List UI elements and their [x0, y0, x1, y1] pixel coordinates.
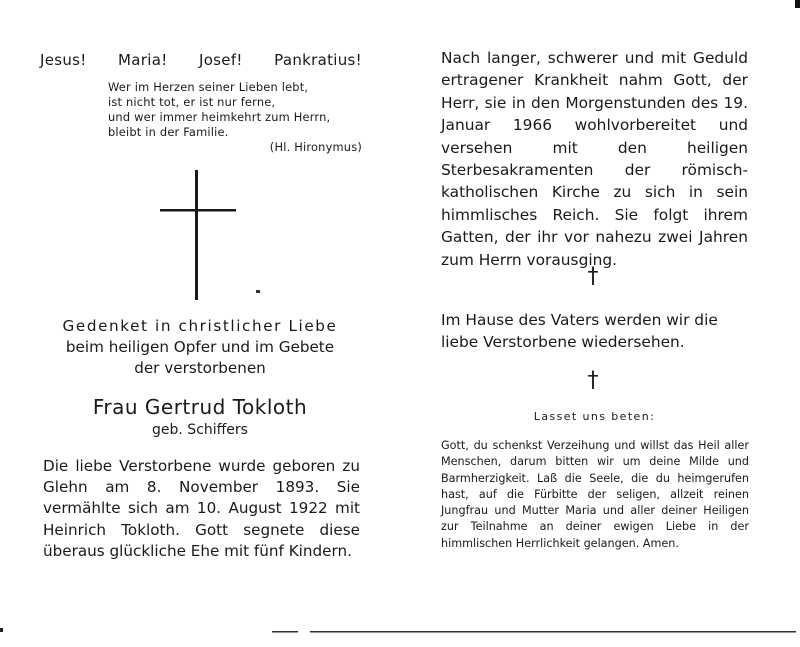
ink-dot: [256, 290, 260, 293]
quote-line: ist nicht tot, er ist nur ferne,: [108, 95, 276, 109]
invocation-pankratius: Pankratius!: [274, 51, 362, 69]
remembrance-love-word: Liebe: [288, 317, 338, 335]
biography-text: Die liebe Verstorbene wurde geboren zu Glehn am 8. November 1893. Sie vermählte sich am 10. August 1922 mit Heinrich Tokloth. Gott segnete diese überaus glückliche Ehe mit fünf Kindern.: [43, 457, 360, 560]
remembrance-line-1-start: Gedenket in christlicher: [62, 317, 289, 335]
reunion-text: Im Hause des Vaters werden wir die liebe Verstorbene wiedersehen.: [441, 311, 718, 352]
maiden-name: geb. Schiffers: [152, 422, 248, 438]
quote-line: und wer immer heimkehrt zum Herrn,: [108, 110, 331, 124]
remembrance-text: [28, 316, 372, 379]
cross-icon: [158, 170, 238, 300]
prayer-title: Lasset uns beten:: [533, 410, 656, 423]
card-edge-line: [0, 620, 800, 640]
quote-line: bleibt in der Familie.: [108, 125, 229, 139]
dagger-icon: †: [587, 368, 599, 393]
death-notice-text: Nach langer, schwerer und mit Geduld ertragener Krankheit nahm Gott, der Herr, sie in den Morgenstunden des 19. Januar 1966 wohlvorbereitet und versehen mit den heiligen Sterbesakramenten der römisch-katholischen Kirche zu sich in sein himmlisches Reich. Sie folgt ihrem Gatten, der ihr vor nahezu zwei Jahren zum Herrn vorausging.: [441, 49, 748, 269]
quote-line: Wer im Herzen seiner Lieben lebt,: [108, 80, 309, 94]
invocation-josef: Josef!: [198, 51, 243, 69]
deceased-name: Frau Gertrud Tokloth: [92, 395, 308, 419]
invocation-maria: Maria!: [118, 51, 168, 69]
invocation-jesus: Jesus!: [40, 51, 87, 69]
remembrance-line-3: der verstorbenen: [134, 359, 266, 377]
prayer-text: Gott, du schenkst Verzeihung und willst das Heil aller Menschen, darum bitten wir um deine Milde und Barmherzigkeit. Laß die Seele, die du heimgerufen hast, auf die Fürbitte der seligen, allzeit reinen Jungfrau und Mutter Maria und aller deiner Heiligen zur Teilnahme an deiner ewigen Liebe in der himmlischen Herrlichkeit gelangen. Amen.: [441, 439, 749, 550]
invocation-line: [40, 51, 362, 69]
dagger-icon: †: [587, 264, 599, 289]
memorial-quote: [108, 80, 362, 155]
remembrance-line-2: beim heiligen Opfer und im Gebete: [65, 338, 335, 356]
remembrance-line-1: [28, 316, 372, 337]
scan-corner-mark: [795, 0, 800, 8]
quote-attribution: (Hl. Hironymus): [269, 140, 362, 154]
